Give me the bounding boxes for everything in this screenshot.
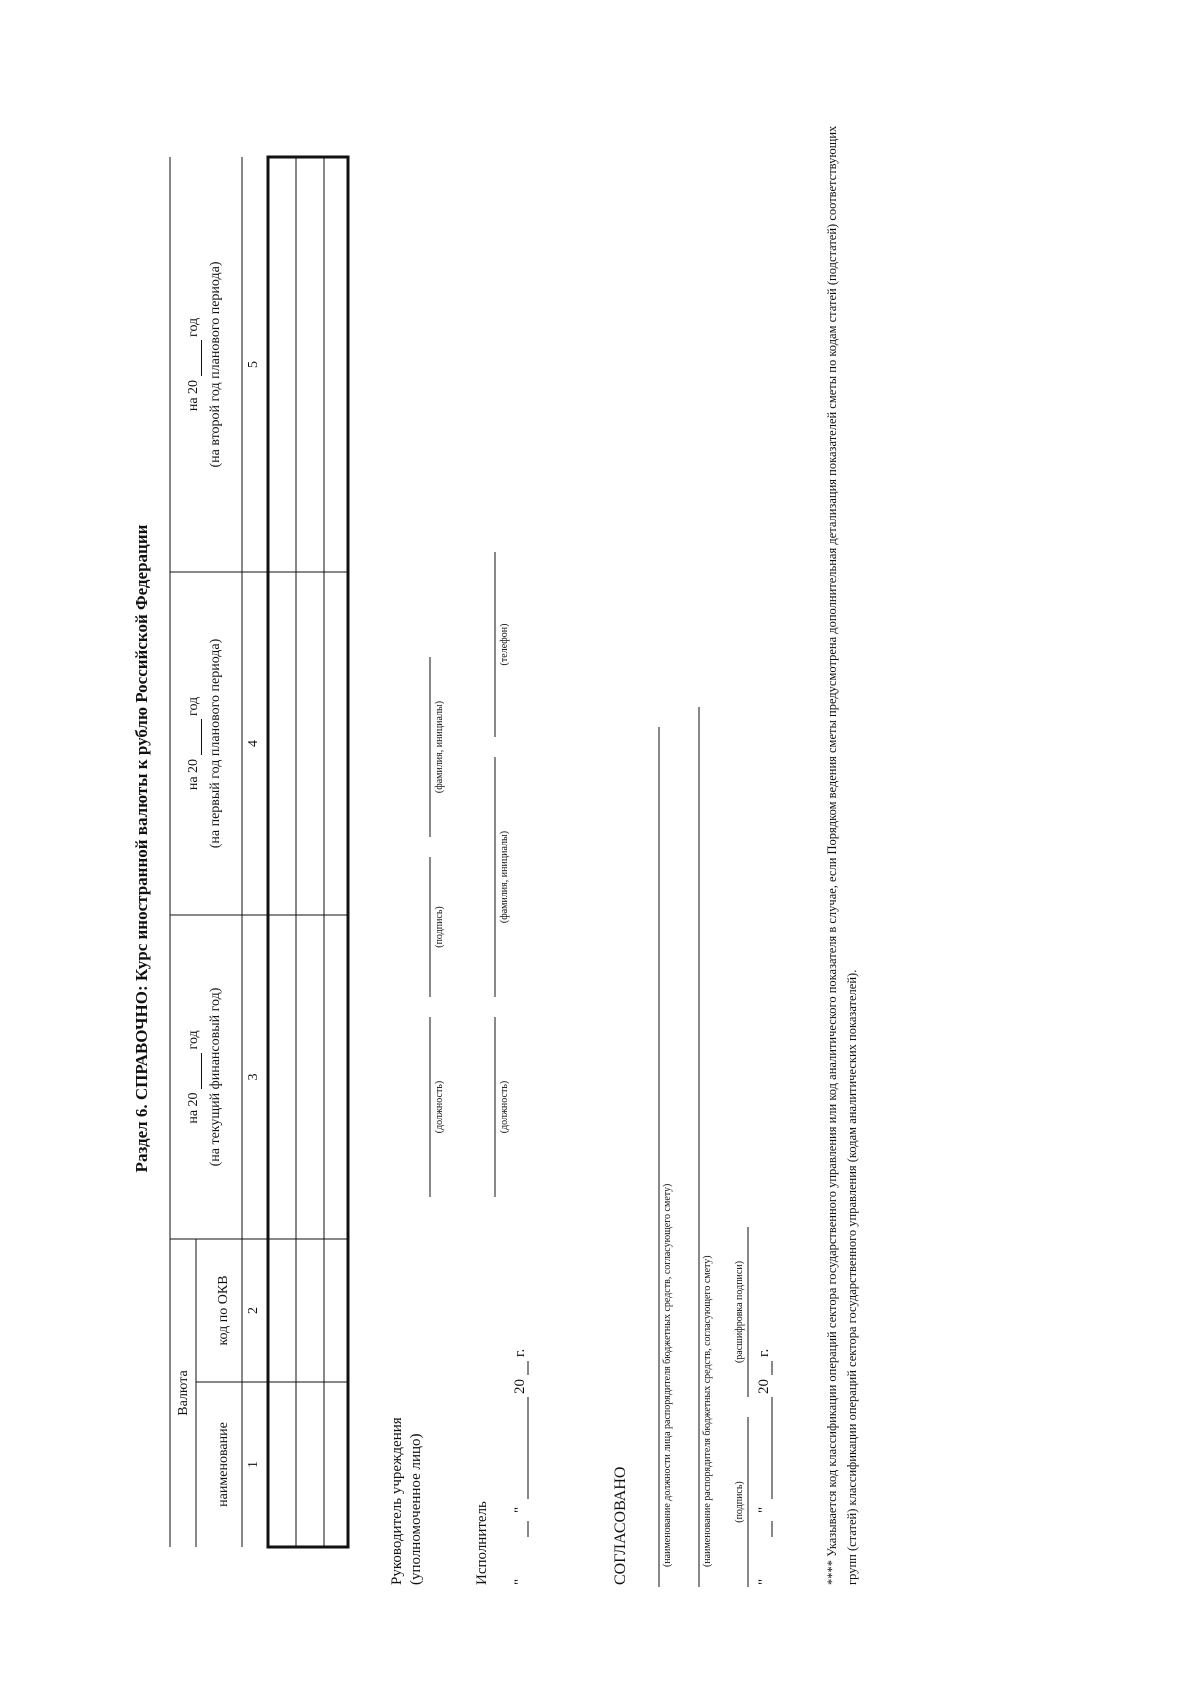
col-number-3: 3 <box>246 1073 261 1081</box>
col-header-code: код по ОКВ <box>216 1275 231 1346</box>
footnote-marker: **** <box>825 1560 839 1585</box>
executor-label: Исполнитель <box>474 1501 490 1585</box>
date-quote-open: " <box>512 1578 528 1585</box>
executor-name-hint: (фамилия, инициалы) <box>499 830 510 924</box>
head-of-institution-label: Руководитель учреждения <box>389 1417 405 1585</box>
col-header-name: наименование <box>216 1422 231 1507</box>
col-header-current-year-sub: (на текущий финансовый год) <box>208 987 223 1167</box>
col-number-4: 4 <box>246 740 261 747</box>
approval-decode-hint: (расшифровка подписи) <box>734 1260 745 1364</box>
approval-date-quote-open: " <box>756 1578 772 1585</box>
date-year-prefix: 20 <box>512 1379 528 1394</box>
col-number-1: 1 <box>246 1461 261 1468</box>
col-header-first-plan-year-sub: (на первый год планового периода) <box>208 638 223 849</box>
head-name-hint: (фамилия, инициалы) <box>434 700 445 794</box>
col-header-second-plan-year: на 20 год <box>186 317 201 412</box>
footnote-text: Указывается код классификации операций сектора государственного управления или код аналитического показателя в случае, если Порядком ведения сметы предусмотрена дополнительная детализация показателей сметы по кодам статей (подстатей) соответствующих групп (статей) классификации операций сектора государственного управления (кодам аналитических показателей). <box>825 125 859 1585</box>
approval-date-year-suffix: г. <box>756 1348 772 1357</box>
authorized-person-label: (уполномоченное лицо) <box>408 1433 424 1585</box>
approval-official-hint: (наименование должности лица распорядителя бюджетных средств, согласующего смету) <box>662 1183 673 1567</box>
date-quote-close: " <box>512 1506 528 1513</box>
footnote <box>822 115 862 1585</box>
head-position-hint: (должность) <box>434 1080 445 1134</box>
col-number-2: 2 <box>246 1307 261 1314</box>
col-header-second-plan-year-sub: (на второй год планового периода) <box>208 261 223 468</box>
col-number-5: 5 <box>246 361 261 368</box>
section-title: Раздел 6. СПРАВОЧНО: Курс иностранной валюты к рублю Российской Федерации <box>132 524 151 1173</box>
approval-date-quote-close: " <box>756 1506 772 1513</box>
executor-position-hint: (должность) <box>499 1080 510 1134</box>
approval-distributor-hint: (наименование распорядителя бюджетных средств, согласующего смету) <box>702 1255 713 1567</box>
head-signature-hint: (подпись) <box>434 906 445 948</box>
date-year-suffix: г. <box>512 1348 528 1357</box>
approval-title: СОГЛАСОВАНО <box>612 1466 629 1585</box>
group-header-currency: Валюта <box>176 1370 191 1416</box>
approval-date-year-prefix: 20 <box>756 1379 772 1394</box>
col-header-first-plan-year: на 20 год <box>186 696 201 791</box>
executor-phone-hint: (телефон) <box>499 623 510 666</box>
col-header-current-year: на 20 год <box>186 1030 201 1124</box>
approval-signature-hint: (подпись) <box>734 1481 745 1523</box>
